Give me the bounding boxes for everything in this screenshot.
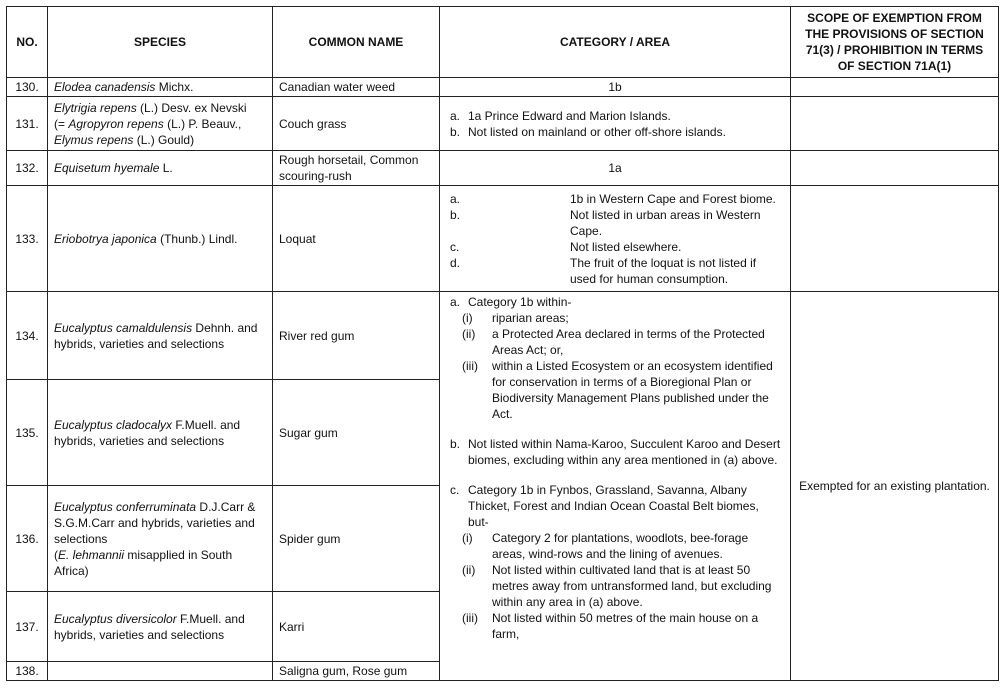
table-row xyxy=(7,292,999,380)
row-number: 137. xyxy=(7,592,48,662)
row-number: 138. xyxy=(7,662,48,681)
species-cell: Elytrigia repens (L.) Desv. ex Nevski (= Agropyron repens (L.) P. Beauv., Elymus repens (L.) Gould) xyxy=(48,97,273,151)
species-cell xyxy=(48,662,273,681)
common-name-cell: Sugar gum xyxy=(273,380,440,486)
common-name-cell: Spider gum xyxy=(273,486,440,592)
header-scope: SCOPE OF EXEMPTION FROM THE PROVISIONS OF SECTION 71(3) / PROHIBITION IN TERMS OF SECTION 71A(1) xyxy=(791,7,999,78)
category-cell: a. 1a Prince Edward and Marion Islands. b. Not listed on mainland or other off-shore islands. xyxy=(440,97,791,151)
species-cell: Equisetum hyemale L. xyxy=(48,151,273,186)
common-name-cell: Loquat xyxy=(273,186,440,292)
category-cell: 1b xyxy=(440,78,791,97)
common-name-cell: Karri xyxy=(273,592,440,662)
table-row xyxy=(7,97,999,151)
common-name-cell: Couch grass xyxy=(273,97,440,151)
header-category: CATEGORY / AREA xyxy=(440,7,791,78)
scope-cell xyxy=(791,78,999,97)
row-number: 135. xyxy=(7,380,48,486)
sub-item: (i) riparian areas; xyxy=(462,311,569,325)
species-cell: Eucalyptus diversicolor F.Muell. and hybrids, varieties and selections xyxy=(48,592,273,662)
header-no: NO. xyxy=(7,7,48,78)
table-row xyxy=(7,151,999,186)
sub-item: (ii) Not listed within cultivated land that is at least 50 metres away from untransformed land, but excluding within any area in (a) above. xyxy=(462,563,772,609)
sub-item: (iii) within a Listed Ecosystem or an ecosystem identified for conservation in terms of a Bioregional Plan or Biodiversity Management Plans published under the Act. xyxy=(462,359,773,421)
species-cell: Eucalyptus cladocalyx F.Muell. and hybrids, varieties and selections xyxy=(48,380,273,486)
species-cell: Eucalyptus camaldulensis Dehnh. and hybrids, varieties and selections xyxy=(48,292,273,380)
table-row xyxy=(7,186,999,292)
header-common-name: COMMON NAME xyxy=(273,7,440,78)
header-species: SPECIES xyxy=(48,7,273,78)
sub-item: (ii) a Protected Area declared in terms of the Protected Areas Act; or, xyxy=(462,327,765,357)
sub-item: (i) Category 2 for plantations, woodlots, bee-forage areas, wind-rows and the lining of avenues. xyxy=(462,531,749,561)
species-table xyxy=(6,6,999,681)
scope-cell xyxy=(791,97,999,151)
sub-item: (iii) Not listed within 50 metres of the main house on a farm, xyxy=(462,611,759,641)
row-number: 136. xyxy=(7,486,48,592)
category-cell: 1a xyxy=(440,151,791,186)
eucalyptus-scope-cell: Exempted for an existing plantation. xyxy=(791,292,999,681)
row-number: 133. xyxy=(7,186,48,292)
species-cell: Elodea canadensis Michx. xyxy=(48,78,273,97)
scope-cell xyxy=(791,151,999,186)
species-cell: Eucalyptus conferruminata D.J.Carr & S.G.M.Carr and hybrids, varieties and selections (E. lehmannii misapplied in South Africa) xyxy=(48,486,273,592)
row-number: 131. xyxy=(7,97,48,151)
table-row xyxy=(7,78,999,97)
scope-cell xyxy=(791,186,999,292)
row-number: 134. xyxy=(7,292,48,380)
eucalyptus-category-cell: a. Category 1b within- (i) riparian areas; (ii) a Protected Area declared in terms of the Protected Areas Act; or, (iii) within a Listed Ecosystem or an ecosystem identified for conservation in terms of a Bioregional Plan or Biodiversity Management Plans published under the Act. b. Not listed within Nama-Karoo, Succulent Karoo and Desert biomes, excluding within any area mentioned in (a) above. c. Category 1b in Fynbos, Grassland, Savanna, Albany Thicket, Forest and Indian Ocean Coastal Belt biomes, but- (i) Category 2 for plantations, woodlots, bee-forage areas, wind-rows and the lining of avenues. (ii) Not listed within cultivated land that is at least 50 metres away from untransformed land, but excluding within any area in (a) above. (iii) Not listed within 50 metres of the main house on a farm, xyxy=(440,292,791,681)
row-number: 130. xyxy=(7,78,48,97)
common-name-cell: River red gum xyxy=(273,292,440,380)
species-cell: Eriobotrya japonica (Thunb.) Lindl. xyxy=(48,186,273,292)
header-row xyxy=(7,7,999,78)
common-name-cell: Canadian water weed xyxy=(273,78,440,97)
common-name-cell: Rough horsetail, Common scouring-rush xyxy=(273,151,440,186)
row-number: 132. xyxy=(7,151,48,186)
category-cell: a. 1b in Western Cape and Forest biome. b. Not listed in urban areas in Western Cape. c. Not listed elsewhere. d. The fruit of the loquat is not listed if used for human consumption. xyxy=(440,186,791,292)
common-name-cell: Saligna gum, Rose gum xyxy=(273,662,440,681)
